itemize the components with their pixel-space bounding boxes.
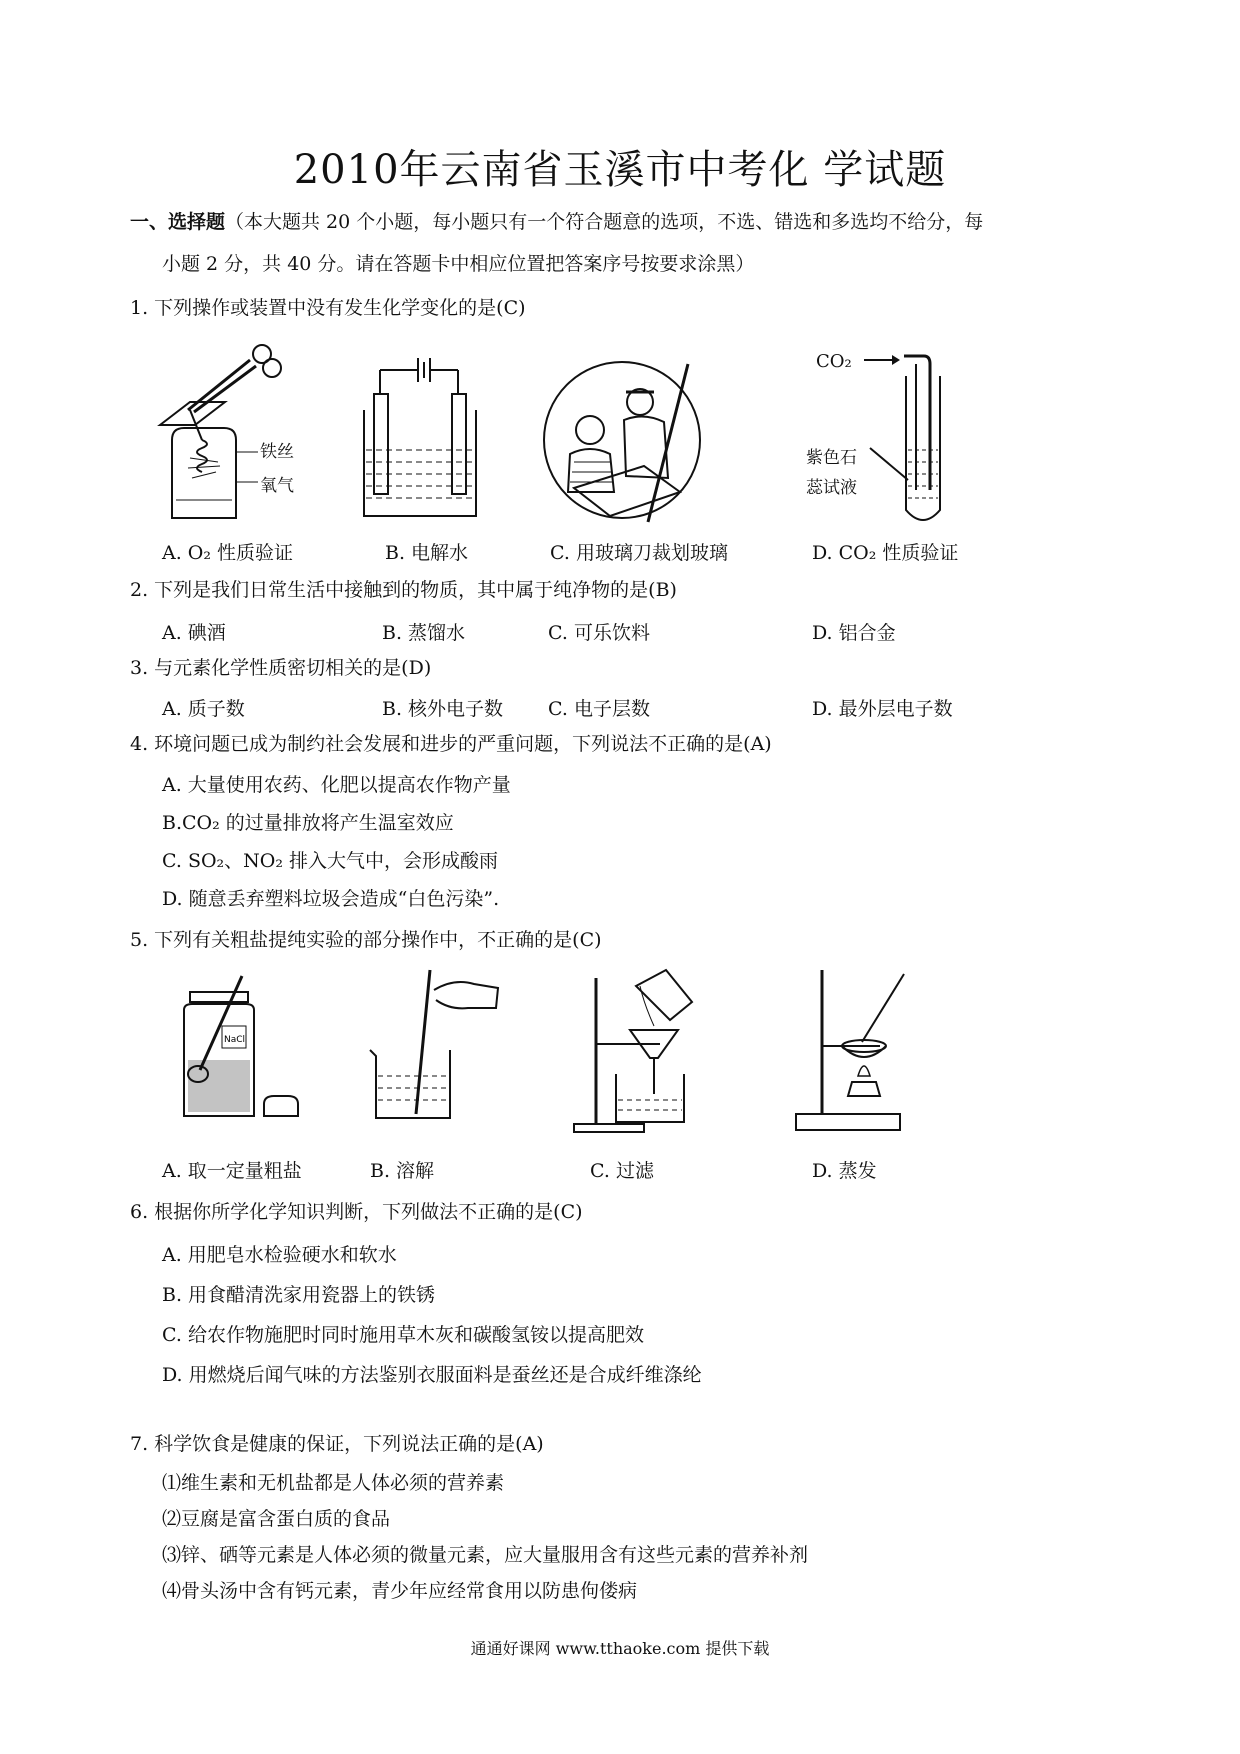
section-header (130, 210, 983, 234)
q2-option-d: D. 铝合金 (812, 622, 896, 644)
q5-option-a: A. 取一定量粗盐 (162, 1160, 302, 1182)
q5-option-d: D. 蒸发 (812, 1160, 877, 1182)
q6-option-d: D. 用燃烧后闻气味的方法鉴别衣服面料是蚕丝还是合成纤维涤纶 (162, 1364, 702, 1386)
q3-option-a: A. 质子数 (162, 698, 245, 720)
q4-option-b: B.CO₂ 的过量排放将产生温室效应 (162, 812, 454, 834)
dissolving-figure (364, 964, 504, 1124)
section-desc-line2: 小题 2 分，共 40 分。请在答题卡中相应位置把答案序号按要求涂黑） (162, 253, 755, 275)
q4-option-d: D. 随意丢弃塑料垃圾会造成“白色污染”. (162, 888, 500, 910)
question-4-stem: 4. 环境问题已成为制约社会发展和进步的严重问题，下列说法不正确的是(A) (130, 733, 772, 755)
evaporation-figure (792, 964, 942, 1134)
q6-option-c: C. 给农作物施肥时同时施用草木灰和碳酸氢铵以提高肥效 (162, 1324, 644, 1346)
q5-option-c: C. 过滤 (590, 1160, 654, 1182)
filtration-figure (570, 964, 710, 1134)
label-iron-wire: 铁丝 (260, 442, 294, 462)
q7-item-2: ⑵豆腐是富含蛋白质的食品 (162, 1508, 391, 1530)
q1-option-a: A. O₂ 性质验证 (162, 542, 294, 564)
q5-option-b: B. 溶解 (370, 1160, 435, 1182)
label-litmus-2: 蕊试液 (806, 478, 857, 498)
page-title: 2010年云南省玉溪市中考化 学试题 (293, 147, 947, 193)
question-5-stem: 5. 下列有关粗盐提纯实验的部分操作中，不正确的是(C) (130, 929, 602, 951)
electrolysis-figure (360, 350, 480, 520)
label-litmus-1: 紫色石 (806, 448, 857, 468)
q3-option-b: B. 核外电子数 (382, 698, 504, 720)
label-oxygen: 氧气 (260, 476, 294, 496)
q6-option-b: B. 用食醋清洗家用瓷器上的铁锈 (162, 1284, 436, 1306)
nacl-label-text: NaCl (224, 1035, 246, 1045)
glass-cutting-figure (540, 358, 710, 528)
q1-option-d: D. CO₂ 性质验证 (812, 542, 959, 564)
q7-item-1: ⑴维生素和无机盐都是人体必须的营养素 (162, 1472, 505, 1494)
question-3-stem: 3. 与元素化学性质密切相关的是(D) (130, 657, 432, 679)
section-desc-line1: （本大题共 20 个小题，每小题只有一个符合题意的选项，不选、错选和多选均不给分，每 (225, 211, 984, 233)
page-footer: 通通好课网 www.tthaoke.com 提供下载 (470, 1639, 770, 1658)
section-heading: 一、选择题 (130, 211, 226, 233)
q4-option-a: A. 大量使用农药、化肥以提高农作物产量 (162, 774, 511, 796)
q2-option-b: B. 蒸馏水 (382, 622, 466, 644)
question-6-stem: 6. 根据你所学化学知识判断，下列做法不正确的是(C) (130, 1201, 583, 1223)
question-2-stem: 2. 下列是我们日常生活中接触到的物质，其中属于纯净物的是(B) (130, 579, 677, 601)
q3-option-c: C. 电子层数 (548, 698, 650, 720)
q2-option-c: C. 可乐饮料 (548, 622, 650, 644)
q6-option-a: A. 用肥皂水检验硬水和软水 (162, 1244, 397, 1266)
q4-option-c: C. SO₂、NO₂ 排入大气中，会形成酸雨 (162, 850, 499, 872)
question-7-stem: 7. 科学饮食是健康的保证，下列说法正确的是(A) (130, 1433, 544, 1455)
q1-option-b: B. 电解水 (385, 542, 469, 564)
iron-wire-oxygen-figure (150, 340, 320, 520)
label-co2: CO₂ (816, 351, 852, 372)
q3-option-d: D. 最外层电子数 (812, 698, 953, 720)
question-1-stem: 1. 下列操作或装置中没有发生化学变化的是(C) (130, 297, 526, 319)
q7-item-4: ⑷骨头汤中含有钙元素，青少年应经常食用以防患佝偻病 (162, 1580, 638, 1602)
q7-item-3: ⑶锌、硒等元素是人体必须的微量元素，应大量服用含有这些元素的营养补剂 (162, 1544, 809, 1566)
q1-option-c: C. 用玻璃刀裁划玻璃 (550, 542, 728, 564)
q2-option-a: A. 碘酒 (162, 622, 226, 644)
